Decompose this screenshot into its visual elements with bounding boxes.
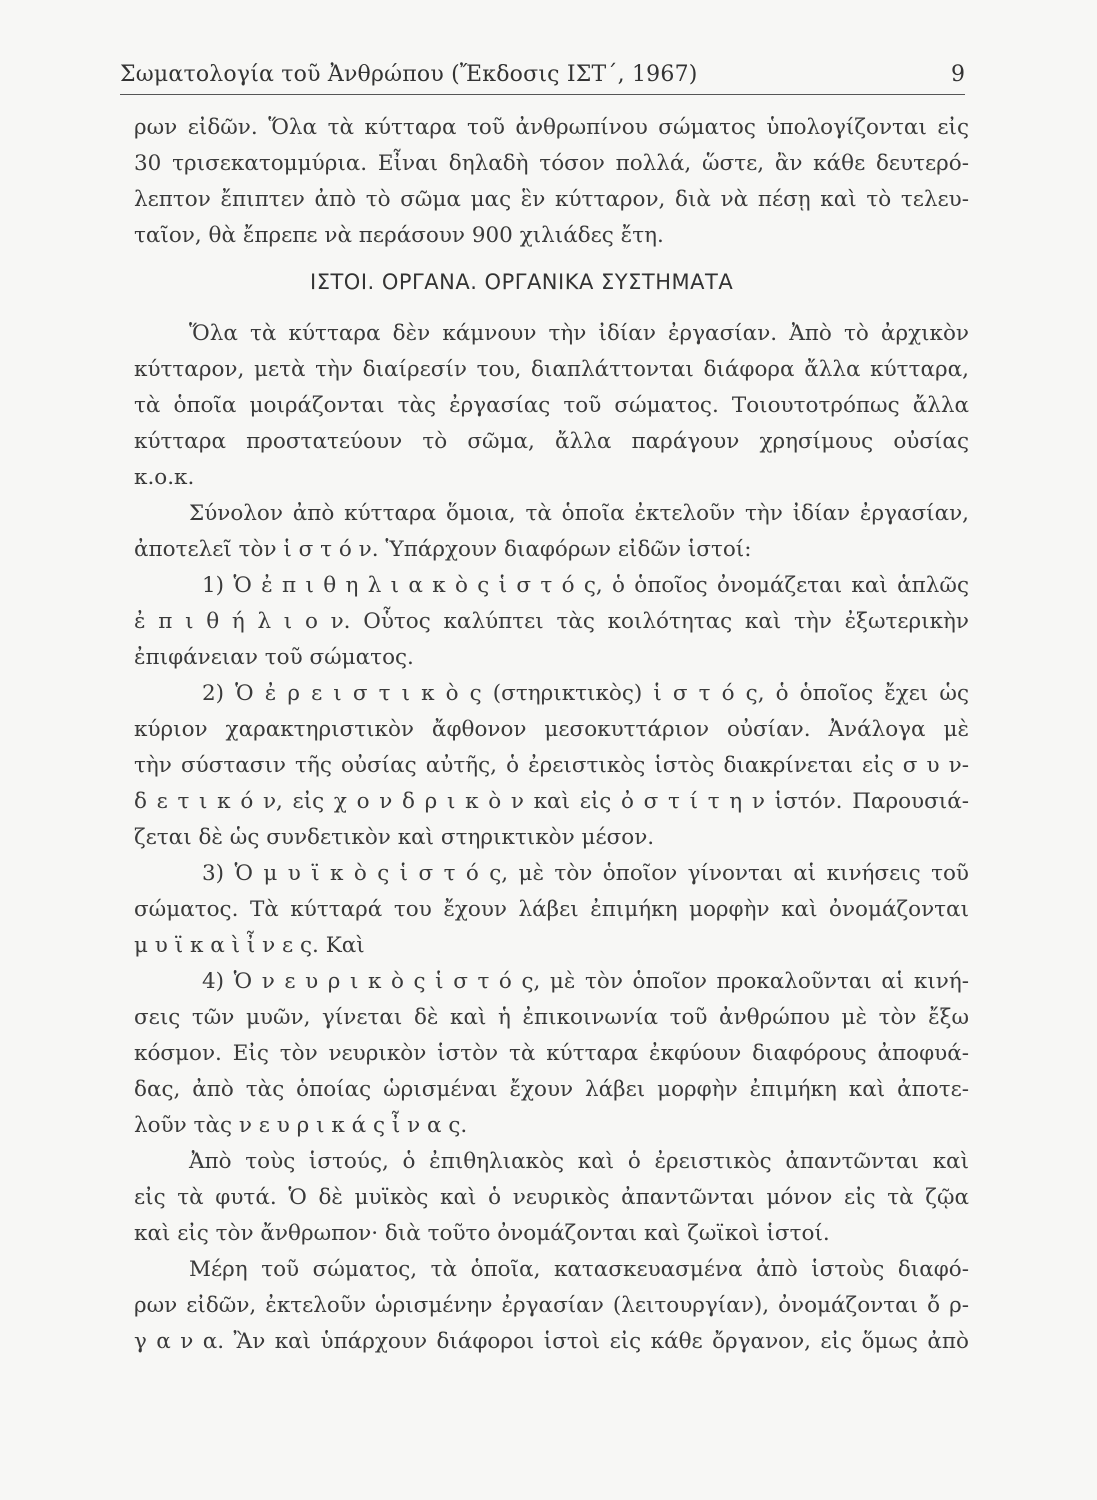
text-line: γ α ν α. Ἂν καὶ ὑπάρχουν διάφοροι ἱστοὶ εἰς κάθε ὄργανον, εἰς ὅμως ἀπὸ — [134, 1329, 969, 1354]
text-line: Μέρη τοῦ σώματος, τὰ ὁποῖα, κατασκευασμένα ἀπὸ ἱστοὺς διαφό- — [189, 1257, 969, 1282]
text-line: κύτταρον, μετὰ τὴν διαίρεσίν του, διαπλάττονται διάφορα ἄλλα κύτταρα, — [134, 357, 969, 382]
text-line: λεπτον ἔπιπτεν ἀπὸ τὸ σῶμα μας ἓν κύτταρον, διὰ νὰ πέσῃ καὶ τὸ τελευ- — [134, 187, 969, 212]
text-line: κόσμον. Εἰς τὸν νευρικὸν ἱστὸν τὰ κύτταρα ἐκφύουν διαφόρους ἀποφυά- — [134, 1041, 969, 1066]
text-line: 2) Ὁ ἐ ρ ε ι σ τ ι κ ὸ ς (στηρικτικὸς) ἱ σ τ ό ς, ὁ ὁποῖος ἔχει ὡς — [202, 681, 969, 706]
text-line: κύριον χαρακτηριστικὸν ἄφθονον μεσοκυττάριον οὐσίαν. Ἀνάλογα μὲ — [134, 717, 969, 742]
text-line: ἀποτελεῖ τὸν ἱ σ τ ό ν. Ὑπάρχουν διαφόρων εἰδῶν ἱστοί: — [134, 537, 752, 562]
text-line: τὰ ὁποῖα μοιράζονται τὰς ἐργασίας τοῦ σώματος. Τοιουτοτρόπως ἄλλα — [134, 393, 969, 418]
text-line: Ἀπὸ τοὺς ἱστούς, ὁ ἐπιθηλιακὸς καὶ ὁ ἐρειστικὸς ἀπαντῶνται καὶ — [189, 1149, 969, 1174]
text-line: μ υ ϊ κ α ὶ ἶ ν ε ς. Καὶ — [134, 933, 365, 958]
text-line: δ ε τ ι κ ό ν, εἰς χ ο ν δ ρ ι κ ὸ ν καὶ εἰς ὀ σ τ ί τ η ν ἱστόν. Παρουσιά- — [134, 789, 969, 814]
body-text — [134, 110, 969, 1360]
page-number: 9 — [951, 62, 965, 87]
text-line: 1) Ὁ ἐ π ι θ η λ ι α κ ὸ ς ἱ σ τ ό ς, ὁ ὁποῖος ὀνομάζεται καὶ ἁπλῶς — [202, 573, 969, 598]
text-line: δας, ἀπὸ τὰς ὁποίας ὡρισμέναι ἔχουν λάβει μορφὴν ἐπιμήκη καὶ ἀποτε- — [134, 1077, 969, 1102]
text-line: ἐ π ι θ ή λ ι ο ν. Οὗτος καλύπτει τὰς κοιλότητας καὶ τὴν ἐξωτερικὴν — [134, 609, 969, 634]
text-line: 4) Ὁ ν ε υ ρ ι κ ὸ ς ἱ σ τ ό ς, μὲ τὸν ὁποῖον προκαλοῦνται αἱ κινή- — [202, 969, 969, 994]
text-line: καὶ εἰς τὸν ἄνθρωπον· διὰ τοῦτο ὀνομάζονται καὶ ζωϊκοὶ ἱστοί. — [134, 1221, 830, 1246]
text-line: κ.ο.κ. — [134, 465, 195, 490]
running-title: Σωματολογία τοῦ Ἀνθρώπου (Ἔκδοσις ΙΣΤ΄, 1967) — [120, 62, 698, 87]
text-line: σώματος. Τὰ κύτταρά του ἔχουν λάβει ἐπιμήκη μορφὴν καὶ ὀνομάζονται — [134, 897, 969, 922]
text-line: ἐπιφάνειαν τοῦ σώματος. — [134, 645, 414, 670]
text-line: Σύνολον ἀπὸ κύτταρα ὅμοια, τὰ ὁποῖα ἐκτελοῦν τὴν ἰδίαν ἐργασίαν, — [189, 501, 969, 526]
running-header — [120, 60, 965, 95]
text-line: τὴν σύστασιν τῆς οὐσίας αὐτῆς, ὁ ἐρειστικὸς ἱστὸς διακρίνεται εἰς σ υ ν- — [134, 753, 969, 778]
text-line: Ὅλα τὰ κύτταρα δὲν κάμνουν τὴν ἰδίαν ἐργασίαν. Ἀπὸ τὸ ἀρχικὸν — [189, 321, 969, 346]
text-line: ρων εἰδῶν, ἐκτελοῦν ὡρισμένην ἐργασίαν (λειτουργίαν), ὀνομάζονται ὄ ρ- — [134, 1293, 969, 1318]
text-line: σεις τῶν μυῶν, γίνεται δὲ καὶ ἡ ἐπικοινωνία τοῦ ἀνθρώπου μὲ τὸν ἔξω — [134, 1005, 969, 1030]
text-line: ταῖον, θὰ ἔπρεπε νὰ περάσουν 900 χιλιάδες ἔτη. — [134, 223, 664, 248]
section-heading: ΙΣΤΟΙ. ΟΡΓΑΝΑ. ΟΡΓΑΝΙΚΑ ΣΥΣΤΗΜΑΤΑ — [310, 270, 734, 294]
text-line: ρων εἰδῶν. Ὅλα τὰ κύτταρα τοῦ ἀνθρωπίνου σώματος ὑπολογίζονται εἰς — [134, 115, 969, 140]
text-line: λοῦν τὰς ν ε υ ρ ι κ ά ς ἶ ν α ς. — [134, 1113, 468, 1138]
text-line: ζεται δὲ ὡς συνδετικὸν καὶ στηρικτικὸν μέσον. — [134, 825, 655, 850]
text-line: κύτταρα προστατεύουν τὸ σῶμα, ἄλλα παράγουν χρησίμους οὐσίας — [134, 429, 969, 454]
text-line: εἰς τὰ φυτά. Ὁ δὲ μυϊκὸς καὶ ὁ νευρικὸς ἀπαντῶνται μόνον εἰς τὰ ζῷα — [134, 1185, 969, 1210]
text-line: 3) Ὁ μ υ ϊ κ ὸ ς ἱ σ τ ό ς, μὲ τὸν ὁποῖον γίνονται αἱ κινήσεις τοῦ — [202, 861, 969, 886]
text-line: 30 τρισεκατομμύρια. Εἶναι δηλαδὴ τόσον πολλά, ὥστε, ἂν κάθε δευτερό- — [134, 151, 969, 176]
